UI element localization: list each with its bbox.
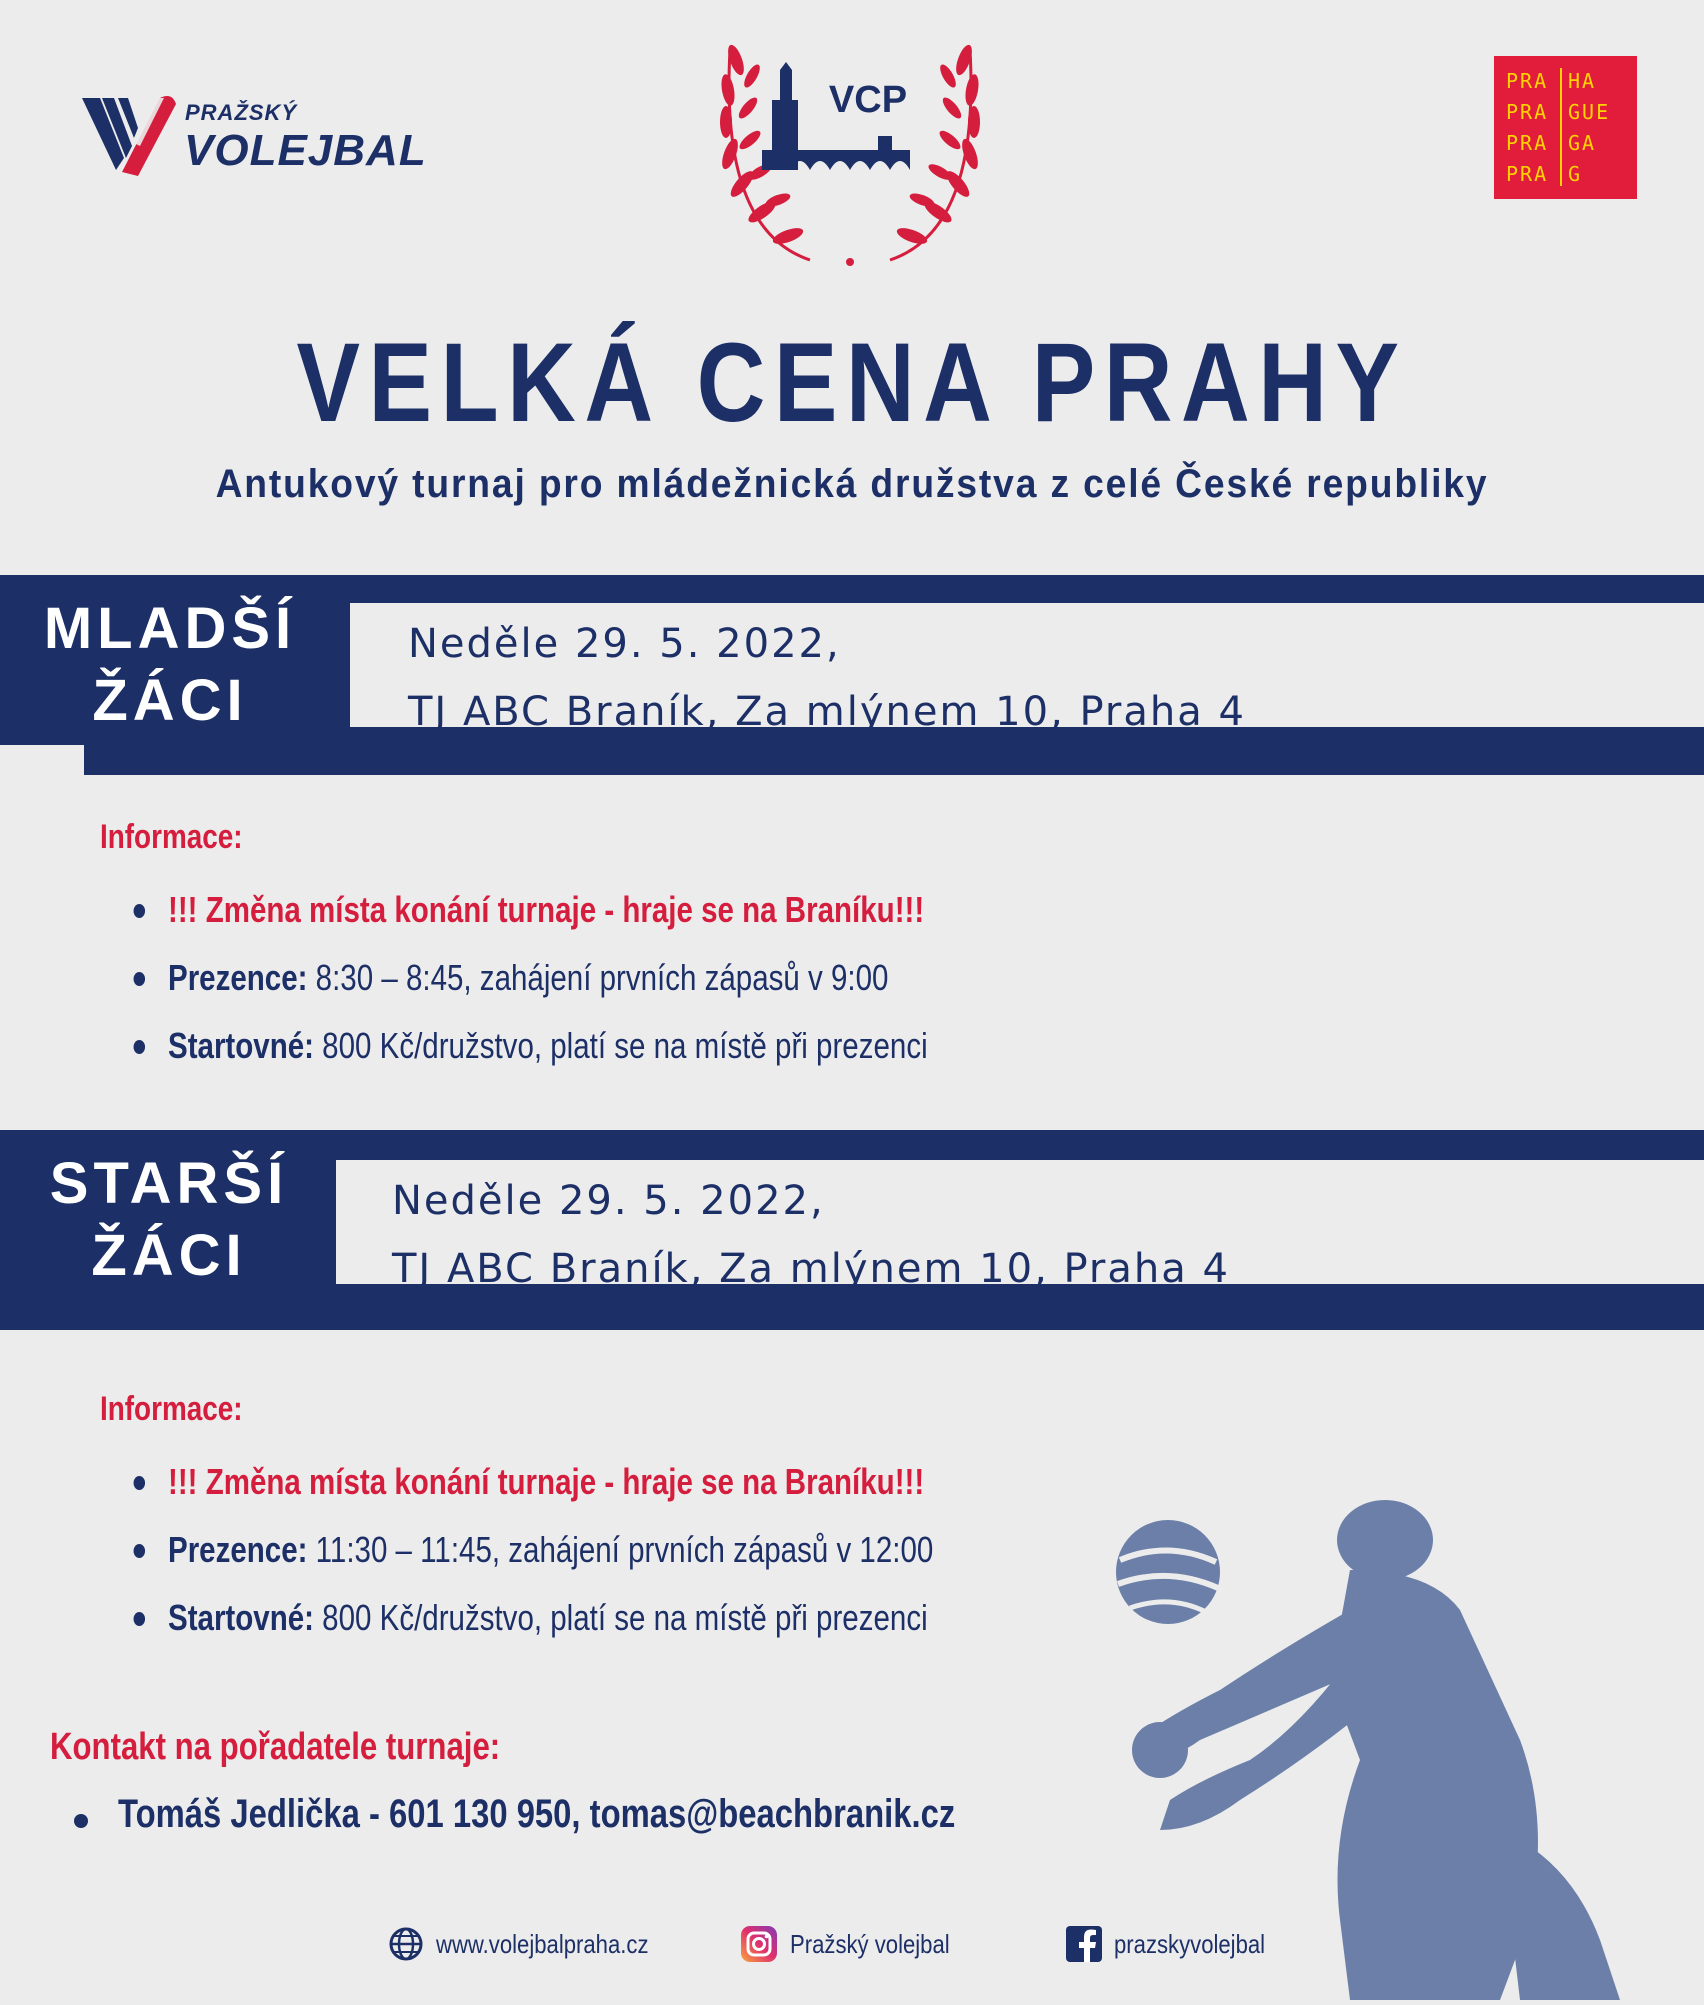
event-date: Neděle 29. 5. 2022, (408, 621, 841, 667)
contact-person: Tomáš Jedlička - 601 130 950, tomas@beachbranik.cz (118, 1792, 956, 1836)
event-date: Neděle 29. 5. 2022, (392, 1178, 825, 1224)
logo-big-text: VOLEJBAL (184, 126, 427, 175)
list-item: !!! Změna místa konání turnaje - hraje se na Braníku!!! (168, 1448, 933, 1516)
page-subtitle: Antukový turnaj pro mládežnická družstva z celé České republiky (215, 462, 1489, 506)
vcp-text: VCP (828, 79, 908, 121)
footer-web-text[interactable]: www.volejbalpraha.cz (436, 1928, 649, 1959)
footer-facebook[interactable] (1066, 1924, 1292, 1964)
footer-web[interactable] (388, 1924, 686, 1964)
bullet-icon (74, 1814, 88, 1828)
praha-logo (1494, 56, 1637, 199)
list-item: Prezence: 8:30 – 8:45, zahájení prvních zápasů v 9:00 (168, 944, 928, 1012)
event-place: TJ ABC Braník, Za mlýnem 10, Praha 4 (408, 689, 1246, 735)
facebook-icon (1066, 1926, 1102, 1962)
footer-instagram-text[interactable]: Pražský volejbal (790, 1928, 950, 1959)
info-list (168, 876, 1094, 1080)
praha-logo-left: PRA PRA PRA PRA (1506, 69, 1549, 186)
contact-heading: Kontakt na pořadatele turnaje: (50, 1726, 501, 1768)
list-item: Startovné: 800 Kč/družstvo, platí se na místě při prezenci (168, 1012, 928, 1080)
footer-instagram[interactable] (740, 1924, 978, 1964)
logo-small-text: PRAŽSKÝ (185, 100, 298, 125)
praha-logo-right: HA GUE GA G (1568, 69, 1611, 186)
globe-icon (388, 1926, 424, 1962)
prazsky-volejbal-logo (80, 88, 427, 178)
instagram-icon (740, 1925, 778, 1963)
category-label: STARŠÍ ŽÁCI (49, 1151, 289, 1288)
info-heading: Informace: (100, 1390, 243, 1428)
list-item: Startovné: 800 Kč/družstvo, platí se na místě při prezenci (168, 1584, 933, 1652)
volejbal-v-icon (80, 88, 180, 178)
section-band-starsi (0, 1130, 1704, 1330)
info-list (168, 1448, 1101, 1652)
list-item: !!! Změna místa konání turnaje - hraje se na Braníku!!! (168, 876, 928, 944)
band-notch (0, 745, 84, 775)
info-heading: Informace: (100, 818, 243, 856)
volleyball-icon (1116, 1520, 1220, 1624)
page-title: VELKÁ CENA PRAHY (296, 320, 1408, 445)
vcp-logo (700, 40, 1000, 270)
section-band-mladsi (0, 575, 1704, 775)
event-place: TJ ABC Braník, Za mlýnem 10, Praha 4 (392, 1246, 1230, 1292)
category-label: MLADŠÍ ŽÁCI (43, 596, 297, 733)
footer-facebook-text[interactable]: prazskyvolejbal (1114, 1928, 1266, 1959)
praha-logo-divider (1560, 68, 1562, 186)
list-item: Prezence: 11:30 – 11:45, zahájení prvních zápasů v 12:00 (168, 1516, 933, 1584)
